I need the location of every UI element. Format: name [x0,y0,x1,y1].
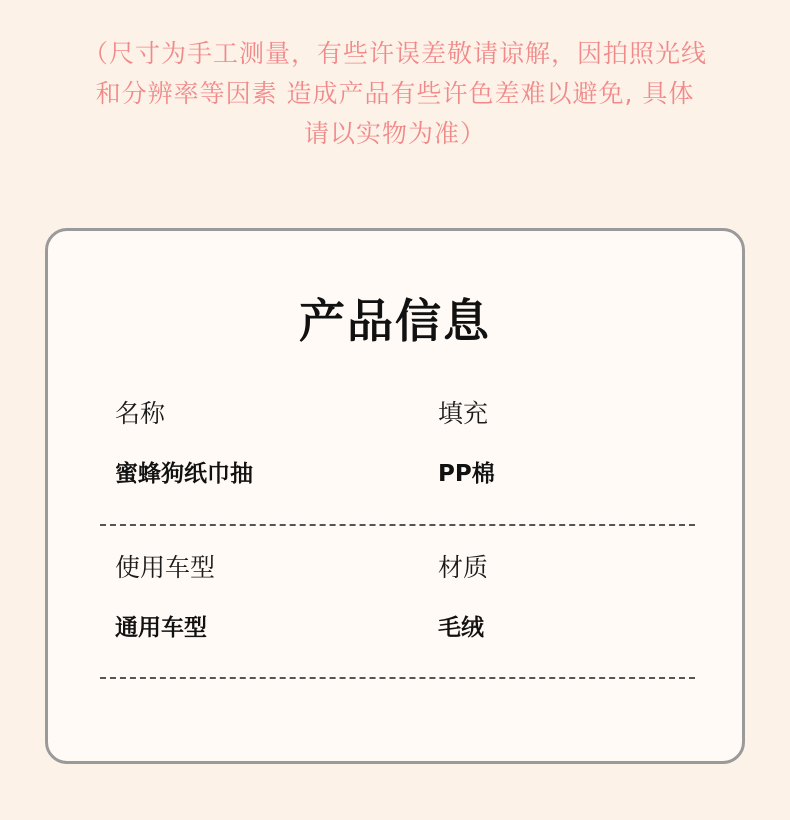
field-label: 使用车型 [115,553,216,582]
field-value: 蜜蜂狗纸巾抽 [115,461,253,487]
field-value: 毛绒 [438,615,484,641]
info-row [100,399,695,519]
field-label: 填充 [438,399,489,428]
field-value: PP棉 [438,461,495,487]
field-material [438,553,488,643]
disclaimer-line-1: （尺寸为手工测量，有些许误差敬请谅解，因拍照光线 [82,39,707,68]
disclaimer-notice [40,34,750,154]
dashed-divider [100,524,695,526]
field-vehicle [115,553,215,643]
dashed-divider [100,677,695,679]
disclaimer-line-3: 请以实物为准） [303,119,486,148]
field-value: 通用车型 [115,615,207,641]
info-row [100,553,695,673]
field-filling [438,399,495,489]
disclaimer-line-2: 和分辨率等因素 造成产品有些许色差难以避免, 具体 [95,79,695,108]
field-label: 名称 [115,399,166,428]
field-label: 材质 [438,553,489,582]
card-title: 产品信息 [299,294,491,348]
field-name [115,399,253,489]
product-info-card [45,228,745,764]
